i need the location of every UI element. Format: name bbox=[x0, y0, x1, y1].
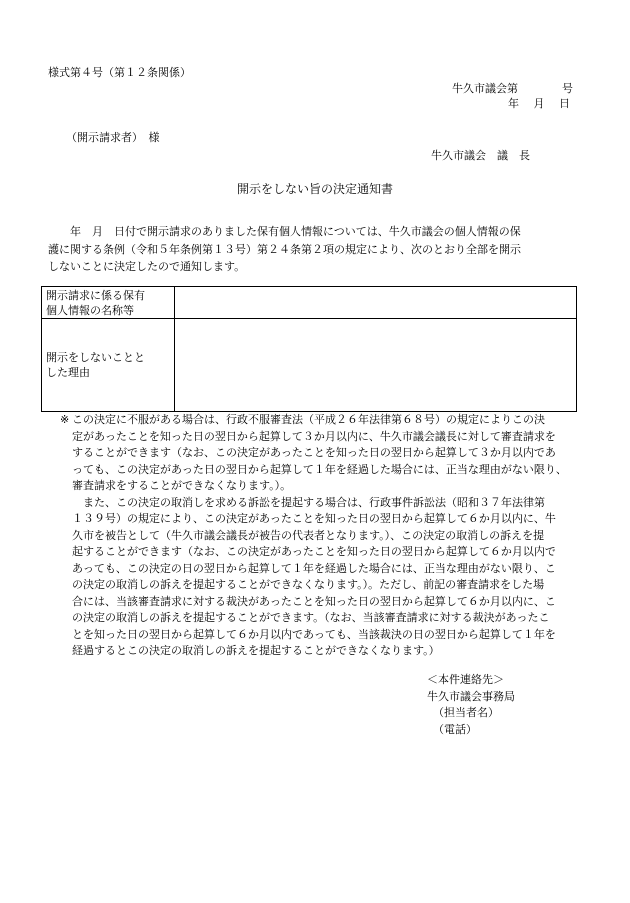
body-line: しないことに決定したので通知します。 bbox=[48, 260, 246, 273]
office-number: 牛久市議会第 号 bbox=[452, 82, 573, 95]
note-line: 合には、当該審査請求に対する裁決があったことを知った日の翌日から起算して６か月以内に、こ bbox=[72, 594, 556, 608]
note-line: 審査請求をすることができなくなります。）。 bbox=[72, 479, 292, 492]
table-row bbox=[42, 287, 577, 319]
reason-label bbox=[42, 319, 175, 412]
info-table bbox=[41, 286, 577, 412]
note-line: の決定の取消しの訴えを提起することができます。（なお、当該審査請求に対する裁決があったこ bbox=[72, 611, 550, 624]
label-line: 個人情報の名称等 bbox=[46, 303, 134, 317]
note-line: 起することができます（なお、この決定があったことを知った日の翌日から起算して６か月以内で bbox=[72, 545, 556, 558]
contact-heading: ＜本件連絡先＞ bbox=[427, 673, 504, 686]
body-line: 護に関する条例（令和５年条例第１３号）第２４条第２項の規定により、次のとおり全部を開示 bbox=[48, 242, 521, 256]
record-name-label bbox=[42, 287, 175, 319]
note-line: また、この決定の取消しを求める訴訟を提起する場合は、行政事件訴訟法（昭和３７年法律第 bbox=[72, 495, 545, 509]
body-paragraph bbox=[48, 223, 582, 276]
contact-person: （担当者名） bbox=[433, 706, 499, 719]
note-line bbox=[48, 412, 588, 429]
note-line: とを知った日の翌日から起算して６か月以内であっても、当該裁決の日の翌日から起算して１年を bbox=[72, 627, 556, 641]
addressee: （開示請求者） 様 bbox=[66, 131, 160, 144]
note-mark: ※ bbox=[60, 413, 70, 426]
note-line: の決定の取消しの訴えを提起することができなくなります。）。ただし、前記の審査請求をした場 bbox=[72, 578, 545, 591]
form-number: 様式第４号（第１２条関係） bbox=[48, 66, 191, 79]
label-line: 開示をしないことと bbox=[46, 351, 145, 364]
issuer: 牛久市議会 議 長 bbox=[431, 149, 530, 162]
label-line: 開示請求に係る保有 bbox=[46, 288, 145, 302]
contact-office: 牛久市議会事務局 bbox=[427, 689, 515, 703]
note-line: 定があったことを知った日の翌日から起算して３か月以内に、牛久市議会議長に対して審査請求を bbox=[72, 429, 556, 443]
notes-section bbox=[48, 412, 588, 660]
note-line: あっても、この決定の日の翌日から起算して１年を経過した場合には、正当な理由がない限り、こ bbox=[72, 561, 556, 575]
note-line: することができます（なお、この決定があったことを知った日の翌日から起算して３か月以内であ bbox=[72, 446, 556, 459]
reason-value bbox=[175, 319, 577, 412]
note-line: １３９号）の規定により、この決定があったことを知った日の翌日から起算して６か月以内に、牛 bbox=[72, 512, 556, 525]
contact-block bbox=[427, 672, 515, 738]
contact-phone: （電話） bbox=[433, 722, 477, 736]
note-text: この決定に不服がある場合は、行政不服審査法（平成２６年法律第６８号）の規定によりこの決 bbox=[72, 413, 545, 426]
document-title: 開示をしない旨の決定通知書 bbox=[236, 182, 393, 196]
note-line: っても、この決定があった日の翌日から起算して１年を経過した場合には、正当な理由がない限り、 bbox=[72, 462, 567, 476]
note-line: 経過するとこの決定の取消しの訴えを提起することができなくなります。） bbox=[72, 644, 440, 657]
record-name-value bbox=[175, 287, 577, 319]
body-line: 年 月 日付で開示請求のありました保有個人情報については、牛久市議会の個人情報の保 bbox=[48, 225, 521, 238]
note-line: 久市を被告として（牛久市議会議長が被告の代表者となります。）、この決定の取消しの訴えを提 bbox=[72, 528, 545, 542]
table-row bbox=[42, 319, 577, 412]
document-date: 年 月 日 bbox=[508, 97, 570, 110]
label-line: した理由 bbox=[46, 366, 90, 379]
